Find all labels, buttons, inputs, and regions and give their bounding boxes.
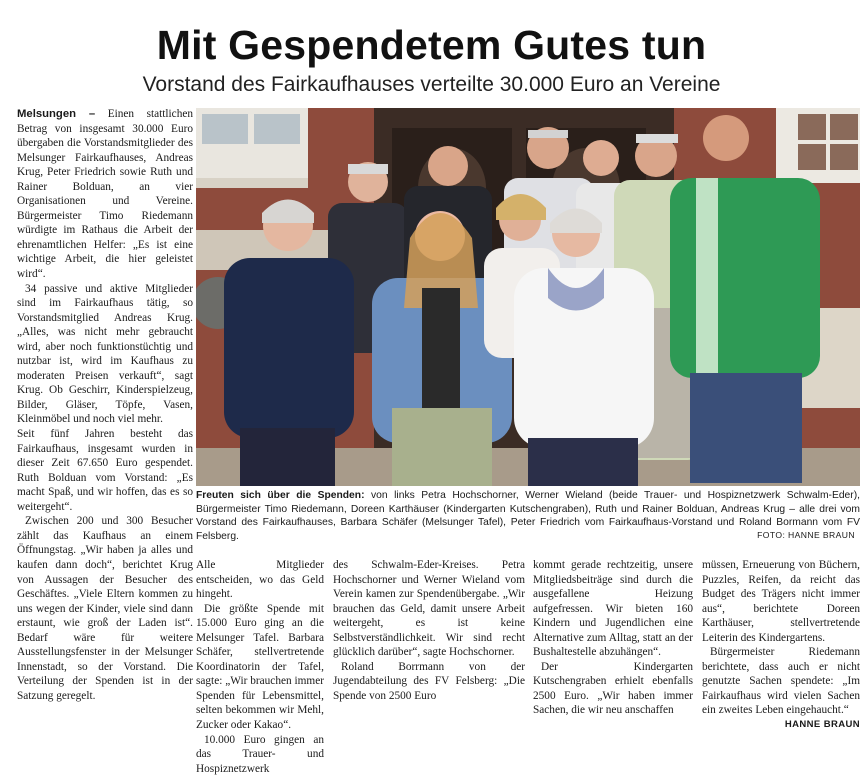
- paragraph: Die größte Spende mit 15.000 Euro ging an die Melsunger Tafel. Barbara Schäfer, stellvertretende Koordinatorin der Tafel, sagte: „Wir brauchen immer Spenden für Lebensmittel, selten bekommen wir Mehl, Zucker oder Kakao“.: [196, 602, 324, 732]
- article-column-1: [17, 107, 193, 703]
- caption-text: von links Petra Hochschorner, Werner Wieland (beide Trauer- und Hospiznetzwerk Schwalm-Eder), Bürgermeister Timo Riedemann, Doreen Karthäuser (Kindergarten Kutschengraben), Ruth und Rainer Bolduan, Andreas Krug – alle drei vom Vorstand des Fairkaufhauses, Barbara Schäfer (Melsunger Tafel), Peter Friedrich vom Fairkaufhaus-Vorstand und Roland Bormann vom FV Felsberg.: [196, 490, 861, 542]
- paragraph-text: Einen stattlichen Betrag von insgesamt 30.000 Euro übergaben die Vorstandsmitglieder des Melsunger Fairkaufhauses, Andreas Krug, Peter Friedrich sowie Ruth und Rainer Bolduan, an vier Organisationen und Vereine. Bürgermeister Timo Riedemann würdigte im Rathaus die Arbeit der ehrenamtlichen Helfer: „Es ist eine wichtige Arbeit, die hier geleistet wird“.: [17, 108, 194, 281]
- article-column-5: [702, 558, 860, 733]
- headline: Mit Gespendetem Gutes tun: [156, 22, 707, 68]
- article-column-3: [333, 558, 525, 703]
- paragraph: kommt gerade rechtzeitig, unsere Mitgliedsbeiträge sind durch die ausgefallene Heizung aufgefressen. Wir bieten 160 Kindern und Jugendlichen eine Alternative zum Alltag, statt an der Bushaltestelle abzuhängen“.: [533, 559, 693, 659]
- photo-credit: FOTO: HANNE BRAUN: [757, 530, 855, 540]
- paragraph: 10.000 Euro gingen an das Trauer- und Hospiznetzwerk: [196, 733, 324, 775]
- paragraph: Seit fünf Jahren besteht das Fairkaufhaus, insgesamt wurden in dieser Zeit 67.650 Euro gespendet. Ruth Bolduan vom Vorstand: „Es macht Spaß, und wir hoffen, das es so weitergeht“.: [17, 428, 193, 513]
- paragraph: Roland Borrmann von der Jugendabteilung des FV Felsberg: „Die Spende von 2500 Euro: [333, 660, 525, 702]
- paragraph: müssen, Erneuerung von Büchern, Puzzles, Reifen, da reicht das Budget des Trägers nicht immer aus“, berichtete Doreen Karthäuser, stellvertretende Leiterin des Kindergartens.: [702, 559, 860, 644]
- paragraph: Alle Mitglieder entscheiden, wo das Geld hingeht.: [196, 559, 324, 601]
- paragraph: Bürgermeister Riedemann berichtete, dass auch er nicht genutzte Sachen spendete: „Im Fairkaufhaus wird vielen Sachen ein zweites Leben eingehaucht.“: [702, 646, 860, 717]
- group-photo: [196, 108, 860, 486]
- paragraph: des Schwalm-Eder-Kreises. Petra Hochschorner und Werner Wieland vom Verein kamen zur Spendenübergabe. „Wir brauchen das Geld, damit unsere Arbeit weitergeht, es ist keine Selbstverständlichkeit. Wir sind recht glücklich darüber“, sagte Hochschorner.: [333, 559, 525, 659]
- paragraph: 34 passive und aktive Mitglieder sind im Fairkaufhaus tätig, so Vorstandsmitglied Andreas Krug. „Alles, was nicht mehr gebraucht wird, aber noch funktionstüchtig und nutzbar ist, wird im Kaufhaus zu moderaten Preisen verkauft“, sagt Krug. Ob Geschirr, Kinderspielzeug, Bilder, Gläser, Töpfe, Vasen, Kleinmöbel und noch viel mehr.: [17, 282, 193, 426]
- paragraph: [17, 107, 193, 282]
- author-byline: HANNE BRAUN: [784, 719, 860, 731]
- subheadline: Vorstand des Fairkaufhauses verteilte 30.000 Euro an Vereine: [142, 73, 721, 96]
- article-column-2: [196, 558, 324, 776]
- paragraph: Zwischen 200 und 300 Besucher zählt das Kaufhaus an einem Öffnungstag. „Wir haben ja alles und kaufen dann doch“, berichtet Krug von Aussagen der Besucher des Geschäftes. „Viele Eltern kommen zu uns wegen der Kinder, viele sind dann erstaunt, wie groß der Laden ist“. Bedarf wäre für weitere Ausstellungsfenster in der Melsunger Innenstadt, so der Vorstand. Die Verteilung der Spenden ist in der Satzung geregelt.: [17, 515, 193, 702]
- article-column-4: [533, 558, 693, 718]
- dateline: Melsungen –: [17, 108, 96, 120]
- caption-lead: Freuten sich über die Spenden:: [196, 490, 365, 501]
- paragraph: Der Kindergarten Kutschengraben erhielt ebenfalls 2500 Euro. „Wir haben immer Sachen, die wir neu anschaffen: [533, 660, 693, 717]
